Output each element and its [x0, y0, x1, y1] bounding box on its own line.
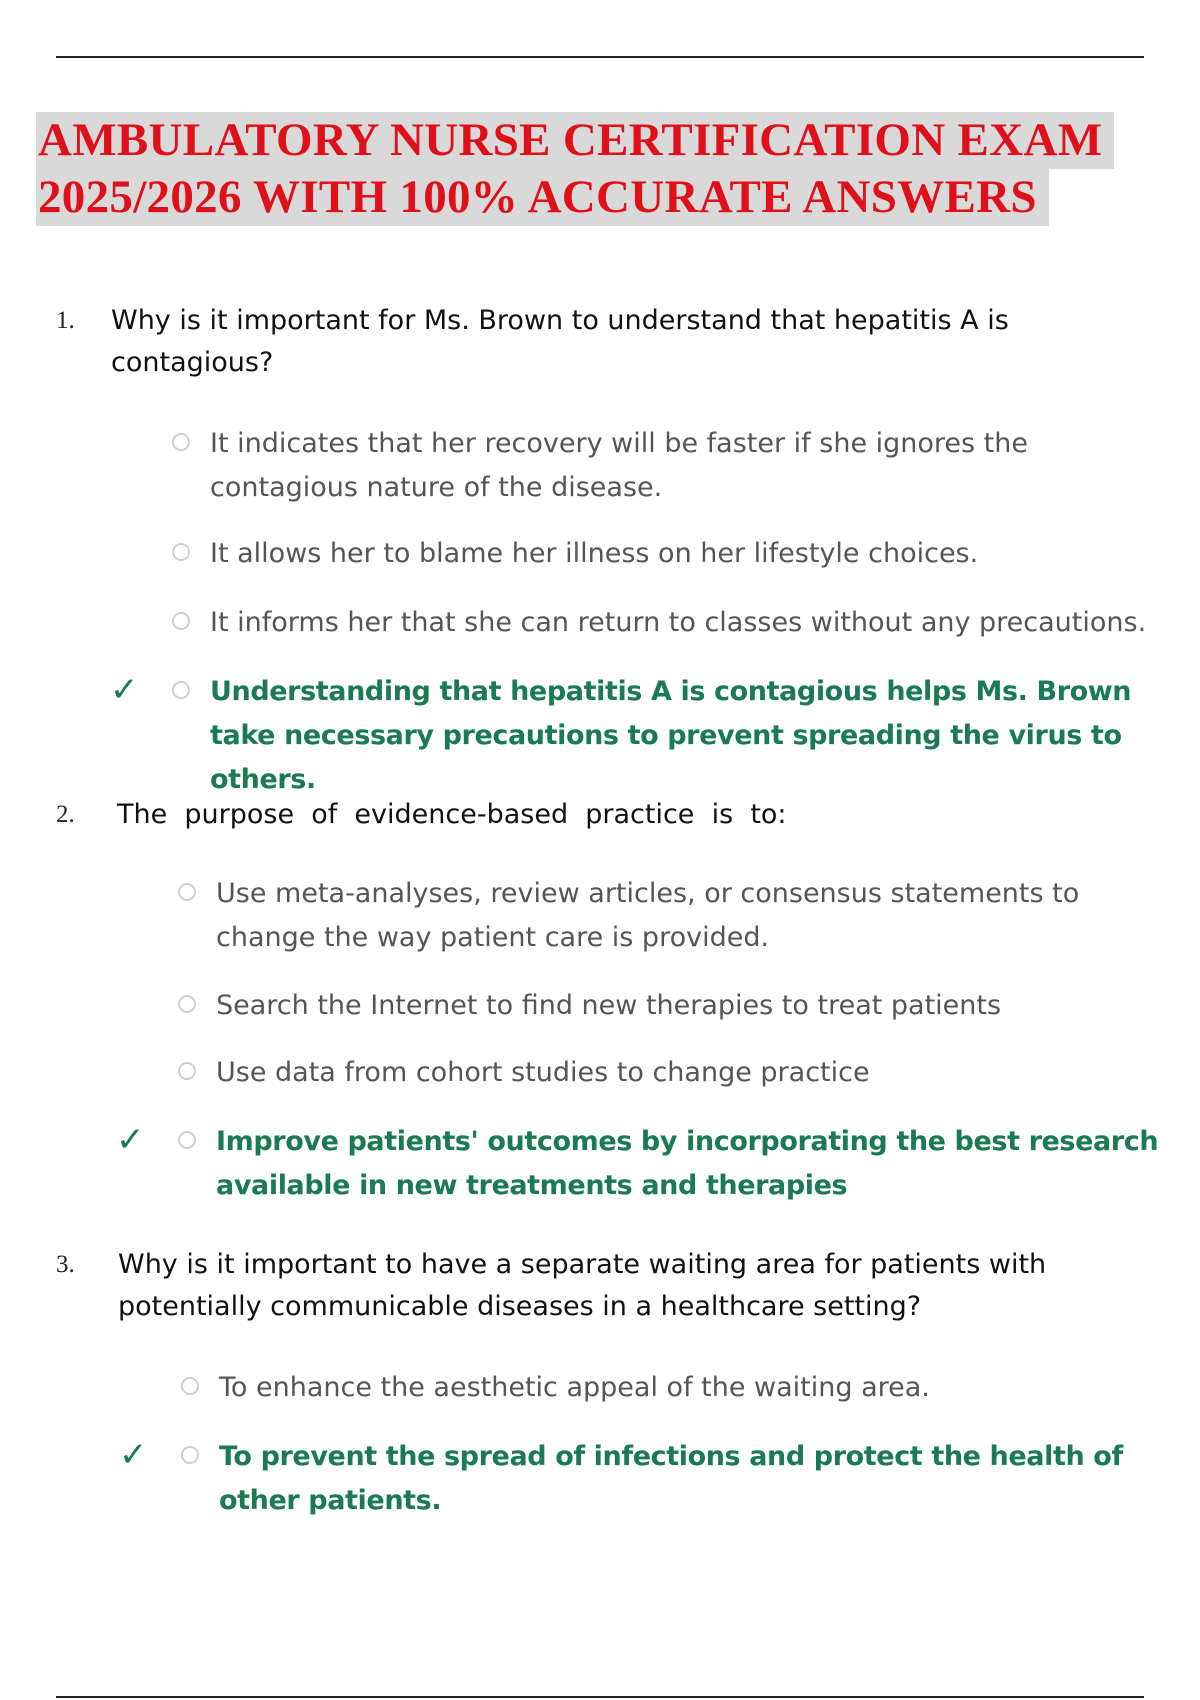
- bottom-divider: [56, 1696, 1144, 1698]
- option-text: To prevent the spread of infections and protect the health of other patients.: [219, 1441, 1123, 1516]
- question-number: 3.: [56, 1251, 75, 1278]
- title-line-1: AMBULATORY NURSE CERTIFICATION EXAM: [36, 112, 1114, 169]
- radio-circle-icon[interactable]: [178, 1131, 196, 1149]
- option-text: It allows her to blame her illness on her lifestyle choices.: [210, 538, 979, 569]
- option-text: It informs her that she can return to classes without any precautions.: [210, 607, 1147, 638]
- option-text: Use meta-analyses, review articles, or consensus statements to change the way patient care is provided.: [216, 878, 1080, 953]
- title-line-2: 2025/2026 WITH 100% ACCURATE ANSWERS: [36, 169, 1049, 226]
- top-divider: [56, 56, 1144, 58]
- document-title: [36, 112, 1136, 226]
- option-text: It indicates that her recovery will be faster if she ignores the contagious nature of the disease.: [210, 428, 1028, 503]
- option-text: Understanding that hepatitis A is contagious helps Ms. Brown take necessary precautions to prevent spreading the virus to others.: [210, 676, 1132, 795]
- radio-circle-icon[interactable]: [172, 612, 190, 630]
- option-text: Use data from cohort studies to change practice: [216, 1057, 870, 1088]
- radio-circle-icon[interactable]: [178, 995, 196, 1013]
- checkmark-icon: ✓: [116, 1120, 145, 1160]
- radio-circle-icon[interactable]: [178, 1062, 196, 1080]
- checkmark-icon: ✓: [110, 670, 139, 710]
- option-text: To enhance the aesthetic appeal of the waiting area.: [219, 1372, 930, 1403]
- checkmark-icon: ✓: [119, 1435, 148, 1475]
- option-text: Search the Internet to find new therapies to treat patients: [216, 990, 1002, 1021]
- radio-circle-icon[interactable]: [172, 543, 190, 561]
- radio-circle-icon[interactable]: [172, 681, 190, 699]
- radio-circle-icon[interactable]: [181, 1446, 199, 1464]
- question-number: 2.: [56, 801, 75, 828]
- question-number: 1.: [56, 307, 75, 334]
- radio-circle-icon[interactable]: [178, 883, 196, 901]
- radio-circle-icon[interactable]: [172, 433, 190, 451]
- question-text: The purpose of evidence-based practice is to:: [117, 799, 787, 830]
- option-text: Improve patients' outcomes by incorporating the best research available in new treatments and therapies: [216, 1126, 1159, 1201]
- radio-circle-icon[interactable]: [181, 1377, 199, 1395]
- question-text: Why is it important for Ms. Brown to understand that hepatitis A is contagious?: [111, 305, 1009, 378]
- question-text: Why is it important to have a separate waiting area for patients with potentially communicable diseases in a healthcare setting?: [118, 1249, 1047, 1322]
